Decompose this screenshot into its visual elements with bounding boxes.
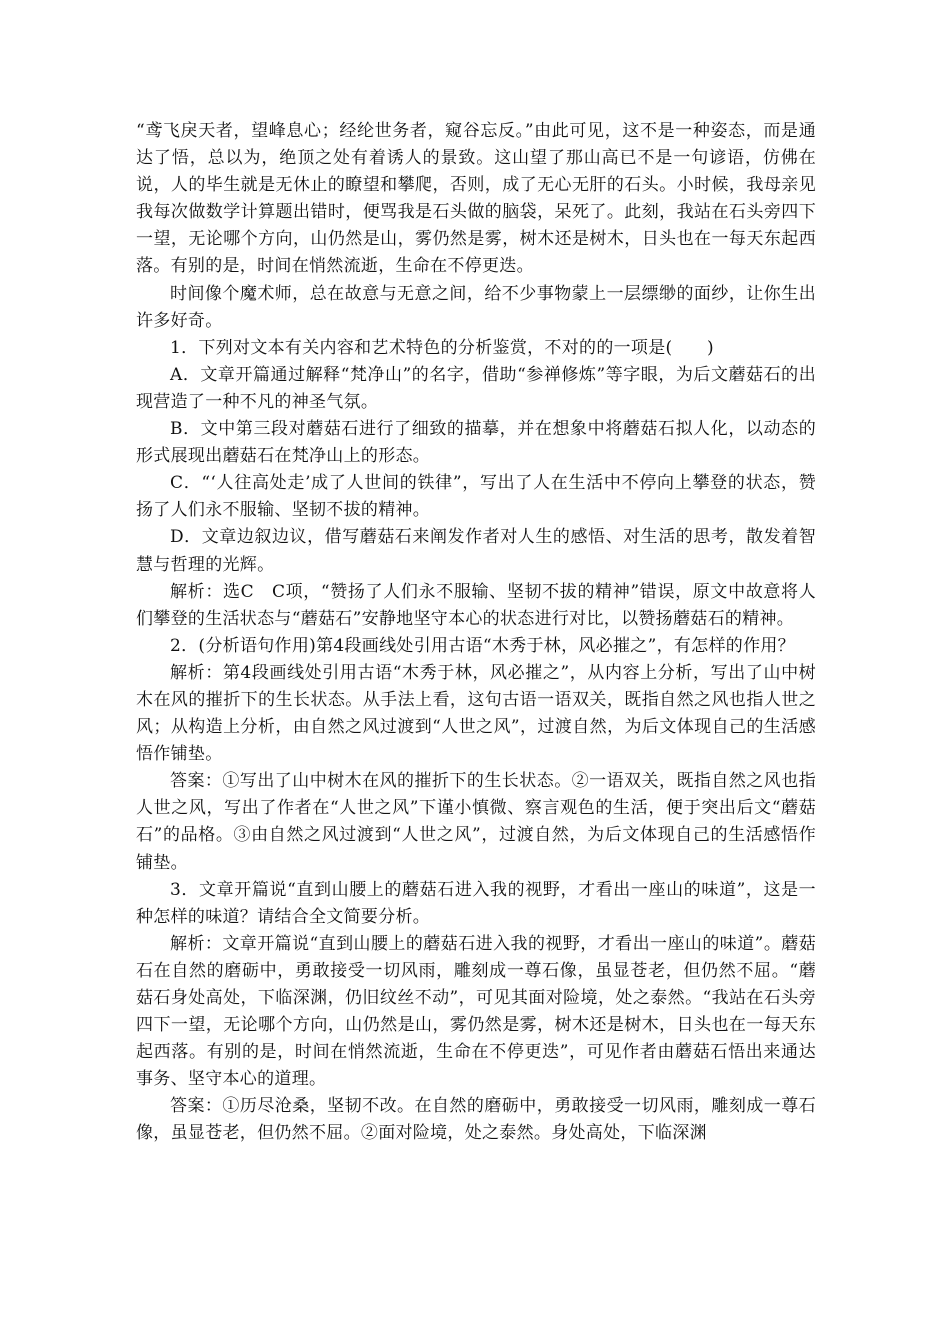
paragraph-quote-continuation: “鸢飞戾天者，望峰息心；经纶世务者，窥谷忘反。”由此可见，这不是一种姿态，而是通达了悟，总以为，绝顶之处有着诱人的景致。这山望了那山高已不是一句谚语，仿佛在说，人的毕生就是无休止的瞭望和攀爬，否则，成了无心无肝的石头。小时候，我母亲见我每次做数学计算题出错时，便骂我是石头做的脑袋，呆死了。此刻，我站在石头旁四下一望，无论哪个方向，山仍然是山，雾仍然是雾，树木还是树木，日头也在一每天东起西落。有别的是，时间在悄然流逝，生命在不停更迭。 [136,121,816,277]
question-1: 1．下列对文本有关内容和艺术特色的分析鉴赏，不对的的一项是( ) [170,337,714,358]
option-c: C．“‘人往高处走’成了人世间的铁律”，写出了人在生活中不停向上攀登的状态，赞扬了人们永不服输、坚韧不拔的精神。 [136,473,816,521]
paragraph-time-magician: 时间像个魔术师，总在故意与无意之间，给不少事物蒙上一层缥缈的面纱，让你生出许多好奇。 [136,283,816,331]
answer-2: 答案：①写出了山中树木在风的摧折下的生长状态。②一语双关，既指自然之风也指人世之风，写出了作者在“人世之风”下谨小慎微、察言观色的生活，便于突出后文“蘑菇石”的品格。③由自然之风过渡到“人世之风”，过渡自然，为后文体现自己的生活感悟作铺垫。 [136,771,816,873]
analysis-1: 解析：选C C项，“赞扬了人们永不服输、坚韧不拔的精神”错误，原文中故意将人们攀登的生活状态与“蘑菇石”安静地坚守本心的状态进行对比，以赞扬蘑菇石的精神。 [136,581,816,629]
option-b: B．文中第三段对蘑菇石进行了细致的描摹，并在想象中将蘑菇石拟人化，以动态的形式展现出蘑菇石在梵净山上的形态。 [136,419,816,467]
question-2: 2．(分析语句作用)第4段画线处引用古语“木秀于林，风必摧之”，有怎样的作用？ [170,635,795,656]
document-body [136,118,816,1148]
answer-3: 答案：①历尽沧桑，坚韧不改。在自然的磨砺中，勇敢接受一切风雨，雕刻成一尊石像，虽显苍老，但仍然不屈。②面对险境，处之泰然。身处高处，下临深渊 [136,1096,816,1144]
analysis-2: 解析：第4段画线处引用古语“木秀于林，风必摧之”，从内容上分析，写出了山中树木在风的摧折下的生长状态。从手法上看，这句古语一语双关，既指自然之风也指人世之风；从构造上分析，由自然之风过渡到“人世之风”，过渡自然，为后文体现自己的生活感悟作铺垫。 [136,662,816,765]
analysis-3: 解析：文章开篇说“直到山腰上的蘑菇石进入我的视野，才看出一座山的味道”。蘑菇石在自然的磨砺中，勇敢接受一切风雨，雕刻成一尊石像，虽显苍老，但仍然不屈。“蘑菇石身处高处，下临深渊，仍旧纹丝不动”，可见其面对险境，处之泰然。“我站在石头旁四下一望，无论哪个方向，山仍然是山，雾仍然是雾，树木还是树木，日头也在一每天东起西落。有别的是，时间在悄然流逝，生命在不停更迭”，可见作者由蘑菇石悟出来通达事务、坚守本心的道理。 [136,933,816,1090]
option-d: D．文章边叙边议，借写蘑菇石来阐发作者对人生的感悟、对生活的思考，散发着智慧与哲理的光辉。 [136,527,816,575]
question-3: 3．文章开篇说“直到山腰上的蘑菇石进入我的视野，才看出一座山的味道”，这是一种怎样的味道？请结合全文简要分析。 [136,879,816,927]
option-a: A．文章开篇通过解释“梵净山”的名字，借助“参禅修炼”等字眼，为后文蘑菇石的出现营造了一种不凡的神圣气氛。 [136,364,816,412]
